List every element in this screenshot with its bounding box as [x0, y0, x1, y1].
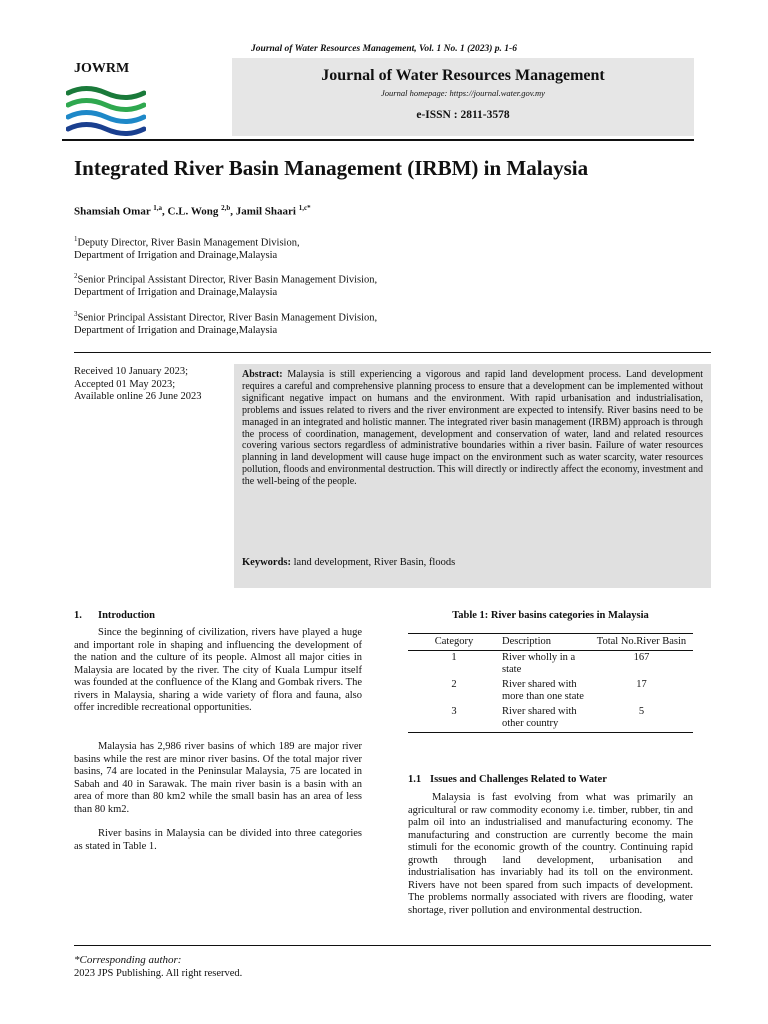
keywords-label: Keywords: [242, 557, 291, 568]
affiliation-line: Senior Principal Assistant Director, River Basin Management Division, [77, 312, 378, 324]
corresponding-author: *Corresponding author: [74, 954, 182, 966]
issues-paragraph: Malaysia is fast evolving from what was primarily an agricultural or raw commodity economy i.e. timber, rubber, tin and palm oil into an industrialised and manufacturing economy. The manufacturing and construction are currently become the main stimuli for the economic growth of the country. Continuing rapid growth through land development, urbanisation and industrialisation has invariably had its toll on the environment. Rivers have not been spared from such impacts of development. The problems normally associated with rivers are flooding, water shortage, river pollution and environmental destruction. [408, 792, 693, 916]
affiliation-3 [74, 308, 377, 338]
author-sup: 1,c* [298, 204, 311, 212]
article-dates [74, 366, 202, 404]
table-cell: 5 [590, 705, 693, 733]
section-heading-introduction [74, 610, 155, 621]
table-row [408, 678, 693, 705]
abstract-box [234, 364, 711, 588]
copyright: 2023 JPS Publishing. All right reserved. [74, 968, 243, 979]
table-header-cell: Total No.River Basin [590, 634, 693, 651]
footer-rule [74, 945, 711, 946]
journal-homepage[interactable]: Journal homepage: https://journal.water.gov.my [381, 88, 545, 98]
table-header-cell: Description [500, 634, 590, 651]
subsection-title: Issues and Challenges Related to Water [430, 774, 607, 785]
table-cell: 1 [451, 651, 457, 663]
section-number: 1. [74, 610, 82, 621]
table-header-row [408, 634, 693, 651]
journal-title: Journal of Water Resources Management [321, 67, 605, 84]
affiliation-line: Department of Irrigation and Drainage,Malaysia [74, 287, 278, 298]
affiliation-line: Department of Irrigation and Drainage,Malaysia [74, 250, 278, 261]
table-cell: River shared with other country [500, 705, 590, 733]
intro-paragraph-2: Malaysia has 2,986 river basins of which 189 are major river basins while the rest are minor river basins. Of the total major river basins, 74 are located in the Peninsular Malaysia, 75 are located in Sabah and 40 in Sarawak. The main river basin is a basin with an area of more than 80 km2 while the small basin has an area of less than 80 km2. [74, 741, 362, 815]
affiliation-line: Senior Principal Assistant Director, River Basin Management Division, [77, 274, 378, 286]
masthead [62, 58, 694, 138]
table-cell: 167 [633, 651, 650, 663]
online-date: Available online 26 June 2023 [74, 391, 202, 402]
abstract-label: Abstract: [242, 369, 283, 380]
abstract-text: Malaysia is still experiencing a vigorous and rapid land development process. Land development requires a careful and comprehensive planning process to ensure that a development can be implemented without significant negative impact on humans and the environment. With rapid urbanisation and industrialisation, problems and issues related to rivers and the river environment are expected to intensify. River basins need to be managed in an integrated and holistic manner. The integrated river basin management (IRBM) approach is through the process of coordination, management, development and conservation of water, land and related resources covering various sectors regardless of administrative boundaries within a river basin. Failure of water resources planning in land development will cause huge impact on the environment such as water scarcity, water resources pollution, floods and environmental destruction. This will directly or indirectly affect the economy, investment and the well-being of the people. [242, 369, 703, 488]
table-row [408, 650, 693, 678]
subsection-heading-issues [408, 774, 607, 785]
author-name: C.L. Wong [167, 205, 219, 218]
affiliation-1 [74, 233, 300, 263]
masthead-rule [62, 139, 694, 141]
section-rule [74, 352, 711, 353]
table-cell: River shared with more than one state [502, 678, 584, 702]
affiliation-line: Deputy Director, River Basin Management Division, [77, 237, 300, 249]
affiliation-sup: 3 [74, 310, 78, 318]
affiliation-sup: 1 [74, 235, 78, 243]
intro-paragraph-1: Since the beginning of civilization, rivers have played a huge and important role in shaping and influencing the development of the nation and the culture of its people. Almost all major cities in Malaysia are located by the river. The city of Kuala Lumpur itself was founded at the confluence of the Klang and Gombak rivers. The rivers in Malaysia, sharing a wide variety of flora and fauna, also offer incredible recreational opportunities. [74, 627, 362, 713]
affiliation-line: Department of Irrigation and Drainage,Malaysia [74, 325, 278, 336]
author-sup: 2,b [221, 204, 231, 212]
keywords [242, 557, 455, 568]
author-sep: , [162, 205, 168, 218]
running-head: Journal of Water Resources Management, Vol. 1 No. 1 (2023) p. 1-6 [251, 44, 517, 54]
author-sep: , [230, 205, 236, 218]
keywords-text: land development, River Basin, floods [291, 557, 456, 568]
section-title: Introduction [98, 610, 155, 621]
subsection-number: 1.1 [408, 774, 422, 785]
journal-issn: e-ISSN : 2811-3578 [416, 109, 510, 121]
accepted-date: Accepted 01 May 2023; [74, 378, 176, 390]
received-date: Received 10 January 2023; [74, 366, 189, 377]
table-cell: 17 [636, 678, 647, 690]
affiliation-2 [74, 270, 377, 300]
table-row [408, 705, 693, 733]
river-basin-table [408, 633, 693, 733]
table-cell: River wholly in a state [502, 651, 576, 675]
masthead-box [232, 58, 694, 136]
table-header-cell: Category [408, 634, 500, 651]
affiliation-sup: 2 [74, 272, 78, 280]
journal-logo-icon [66, 84, 146, 138]
author-sup: 1,a [153, 204, 163, 212]
author-list [74, 204, 311, 218]
paper-title: Integrated River Basin Management (IRBM) in Malaysia [74, 156, 589, 180]
table-cell: 3 [408, 705, 500, 733]
author-name: Shamsiah Omar [74, 205, 151, 218]
intro-paragraph-3: River basins in Malaysia can be divided into three categories as stated in Table 1. [74, 828, 362, 852]
author-name: Jamil Shaari [235, 205, 296, 218]
journal-abbrev: JOWRM [74, 61, 130, 76]
table-cell: 2 [451, 678, 457, 690]
table-caption: Table 1: River basins categories in Malaysia [452, 610, 649, 621]
